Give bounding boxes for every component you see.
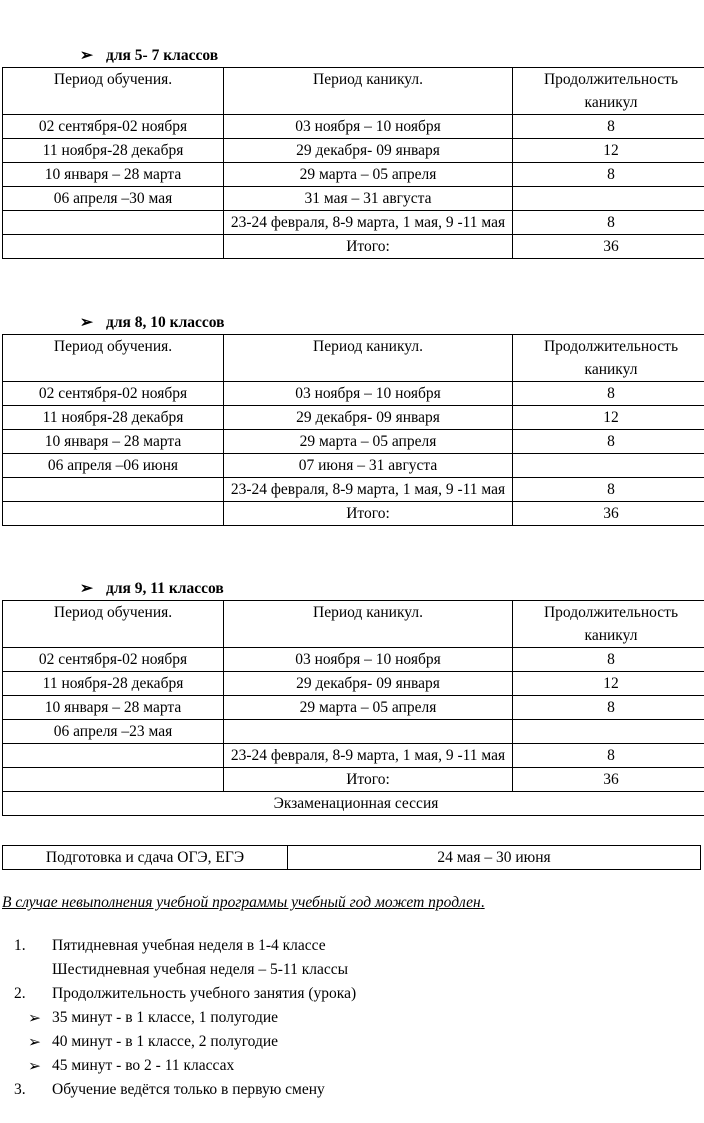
exam-row bbox=[3, 846, 701, 870]
list-subitem: 40 минут - в 1 классе, 2 полугодие bbox=[52, 1033, 279, 1050]
total-label: Итого: bbox=[224, 768, 513, 792]
table-cell bbox=[513, 454, 704, 478]
table-header-row bbox=[3, 335, 704, 382]
total-label: Итого: bbox=[224, 235, 513, 259]
table-row bbox=[3, 187, 704, 211]
table-cell bbox=[3, 235, 224, 259]
table-cell: 11 ноября-28 декабря bbox=[3, 406, 224, 430]
total-value: 36 bbox=[513, 235, 704, 259]
list-item: Продолжительность учебного занятия (урока) bbox=[52, 985, 357, 1002]
column-header: Период каникул. bbox=[224, 601, 513, 648]
table-row bbox=[3, 115, 704, 139]
exam-table bbox=[2, 845, 701, 870]
section-heading: ➢ для 9, 11 классов bbox=[80, 580, 224, 597]
table-cell: 8 bbox=[513, 163, 704, 187]
table-cell: 10 января – 28 марта bbox=[3, 696, 224, 720]
column-header: Продолжительность каникул bbox=[513, 68, 704, 115]
table-cell: 02 сентября-02 ноября bbox=[3, 115, 224, 139]
table-cell: 03 ноября – 10 ноября bbox=[224, 115, 513, 139]
table-cell: 02 сентября-02 ноября bbox=[3, 382, 224, 406]
table-cell: 8 bbox=[513, 211, 704, 235]
section-heading: ➢ для 8, 10 классов bbox=[80, 314, 225, 331]
column-header: Период обучения. bbox=[3, 335, 224, 382]
table-cell: 10 января – 28 марта bbox=[3, 163, 224, 187]
table-cell: 8 bbox=[513, 115, 704, 139]
table-row bbox=[3, 382, 704, 406]
table-cell: 8 bbox=[513, 696, 704, 720]
total-row bbox=[3, 235, 704, 259]
total-label: Итого: bbox=[224, 502, 513, 526]
column-header: Период каникул. bbox=[224, 335, 513, 382]
table-cell: 02 сентября-02 ноября bbox=[3, 648, 224, 672]
list-subitem: 35 минут - в 1 классе, 1 полугодие bbox=[52, 1009, 279, 1026]
list-number: 1. bbox=[14, 937, 26, 954]
table-cell bbox=[224, 720, 513, 744]
column-header: Период обучения. bbox=[3, 601, 224, 648]
column-header: Продолжительность каникул bbox=[513, 335, 704, 382]
table-cell: 8 bbox=[513, 478, 704, 502]
table-cell bbox=[3, 502, 224, 526]
table-cell: 29 декабря- 09 января bbox=[224, 406, 513, 430]
table-cell: 23-24 февраля, 8-9 марта, 1 мая, 9 -11 мая bbox=[224, 211, 513, 235]
table-header-row bbox=[3, 68, 704, 115]
table-cell: 29 декабря- 09 января bbox=[224, 672, 513, 696]
table-row bbox=[3, 163, 704, 187]
list-number: 3. bbox=[14, 1081, 26, 1098]
table-cell: 8 bbox=[513, 430, 704, 454]
table-cell: 03 ноября – 10 ноября bbox=[224, 382, 513, 406]
column-header: Продолжительность каникул bbox=[513, 601, 704, 648]
list-item: Пятидневная учебная неделя в 1-4 классе bbox=[52, 937, 326, 954]
table-cell: 11 ноября-28 декабря bbox=[3, 672, 224, 696]
extension-note: В случае невыполнения учебной программы учебный год может продлен. bbox=[2, 894, 485, 911]
table-cell bbox=[513, 187, 704, 211]
table-cell: 29 марта – 05 апреля bbox=[224, 696, 513, 720]
table-row bbox=[3, 672, 704, 696]
table-row bbox=[3, 430, 704, 454]
list-item: Шестидневная учебная неделя – 5-11 классы bbox=[52, 961, 349, 978]
schedule-table bbox=[2, 600, 704, 816]
table-cell: 23-24 февраля, 8-9 марта, 1 мая, 9 -11 мая bbox=[224, 744, 513, 768]
table-cell: 06 апреля –30 мая bbox=[3, 187, 224, 211]
table-cell: 12 bbox=[513, 672, 704, 696]
table-row bbox=[3, 406, 704, 430]
total-value: 36 bbox=[513, 768, 704, 792]
total-row bbox=[3, 502, 704, 526]
table-cell: 06 апреля –23 мая bbox=[3, 720, 224, 744]
table-cell: 8 bbox=[513, 382, 704, 406]
table-cell: 06 апреля –06 июня bbox=[3, 454, 224, 478]
table-cell: 29 марта – 05 апреля bbox=[224, 163, 513, 187]
table-cell: 29 марта – 05 апреля bbox=[224, 430, 513, 454]
table-cell: 23-24 февраля, 8-9 марта, 1 мая, 9 -11 мая bbox=[224, 478, 513, 502]
table-row bbox=[3, 648, 704, 672]
arrow-bullet-icon: ➢ bbox=[80, 314, 93, 331]
total-value: 36 bbox=[513, 502, 704, 526]
table-cell: 8 bbox=[513, 648, 704, 672]
schedule-table bbox=[2, 334, 704, 526]
arrow-bullet-icon: ➢ bbox=[80, 47, 93, 64]
table-cell: 12 bbox=[513, 406, 704, 430]
table-cell bbox=[3, 744, 224, 768]
list-item: Обучение ведётся только в первую смену bbox=[52, 1081, 325, 1098]
exam-title: Экзаменационная сессия bbox=[3, 792, 704, 816]
arrow-bullet-icon: ➢ bbox=[28, 1010, 41, 1027]
table-cell bbox=[3, 211, 224, 235]
arrow-bullet-icon: ➢ bbox=[80, 580, 93, 597]
table-row bbox=[3, 720, 704, 744]
schedule-table bbox=[2, 67, 704, 259]
arrow-bullet-icon: ➢ bbox=[28, 1034, 41, 1051]
exam-title-row bbox=[3, 792, 704, 816]
table-cell: 31 мая – 31 августа bbox=[224, 187, 513, 211]
table-cell: 12 bbox=[513, 139, 704, 163]
list-subitem: 45 минут - во 2 - 11 классах bbox=[52, 1057, 235, 1074]
table-row bbox=[3, 696, 704, 720]
exam-value: 24 мая – 30 июня bbox=[288, 846, 701, 870]
table-row bbox=[3, 454, 704, 478]
table-row bbox=[3, 139, 704, 163]
table-cell: 8 bbox=[513, 744, 704, 768]
table-cell: 29 декабря- 09 января bbox=[224, 139, 513, 163]
table-row bbox=[3, 211, 704, 235]
table-cell bbox=[3, 478, 224, 502]
arrow-bullet-icon: ➢ bbox=[28, 1058, 41, 1075]
section-heading: ➢ для 5- 7 классов bbox=[80, 47, 219, 64]
column-header: Период каникул. bbox=[224, 68, 513, 115]
table-row bbox=[3, 744, 704, 768]
table-row bbox=[3, 478, 704, 502]
table-header-row bbox=[3, 601, 704, 648]
table-cell: 11 ноября-28 декабря bbox=[3, 139, 224, 163]
table-cell: 07 июня – 31 августа bbox=[224, 454, 513, 478]
table-cell: 03 ноября – 10 ноября bbox=[224, 648, 513, 672]
table-cell: 10 января – 28 марта bbox=[3, 430, 224, 454]
list-number: 2. bbox=[14, 985, 26, 1002]
column-header: Период обучения. bbox=[3, 68, 224, 115]
total-row bbox=[3, 768, 704, 792]
table-cell bbox=[513, 720, 704, 744]
exam-label: Подготовка и сдача ОГЭ, ЕГЭ bbox=[3, 846, 288, 870]
table-cell bbox=[3, 768, 224, 792]
